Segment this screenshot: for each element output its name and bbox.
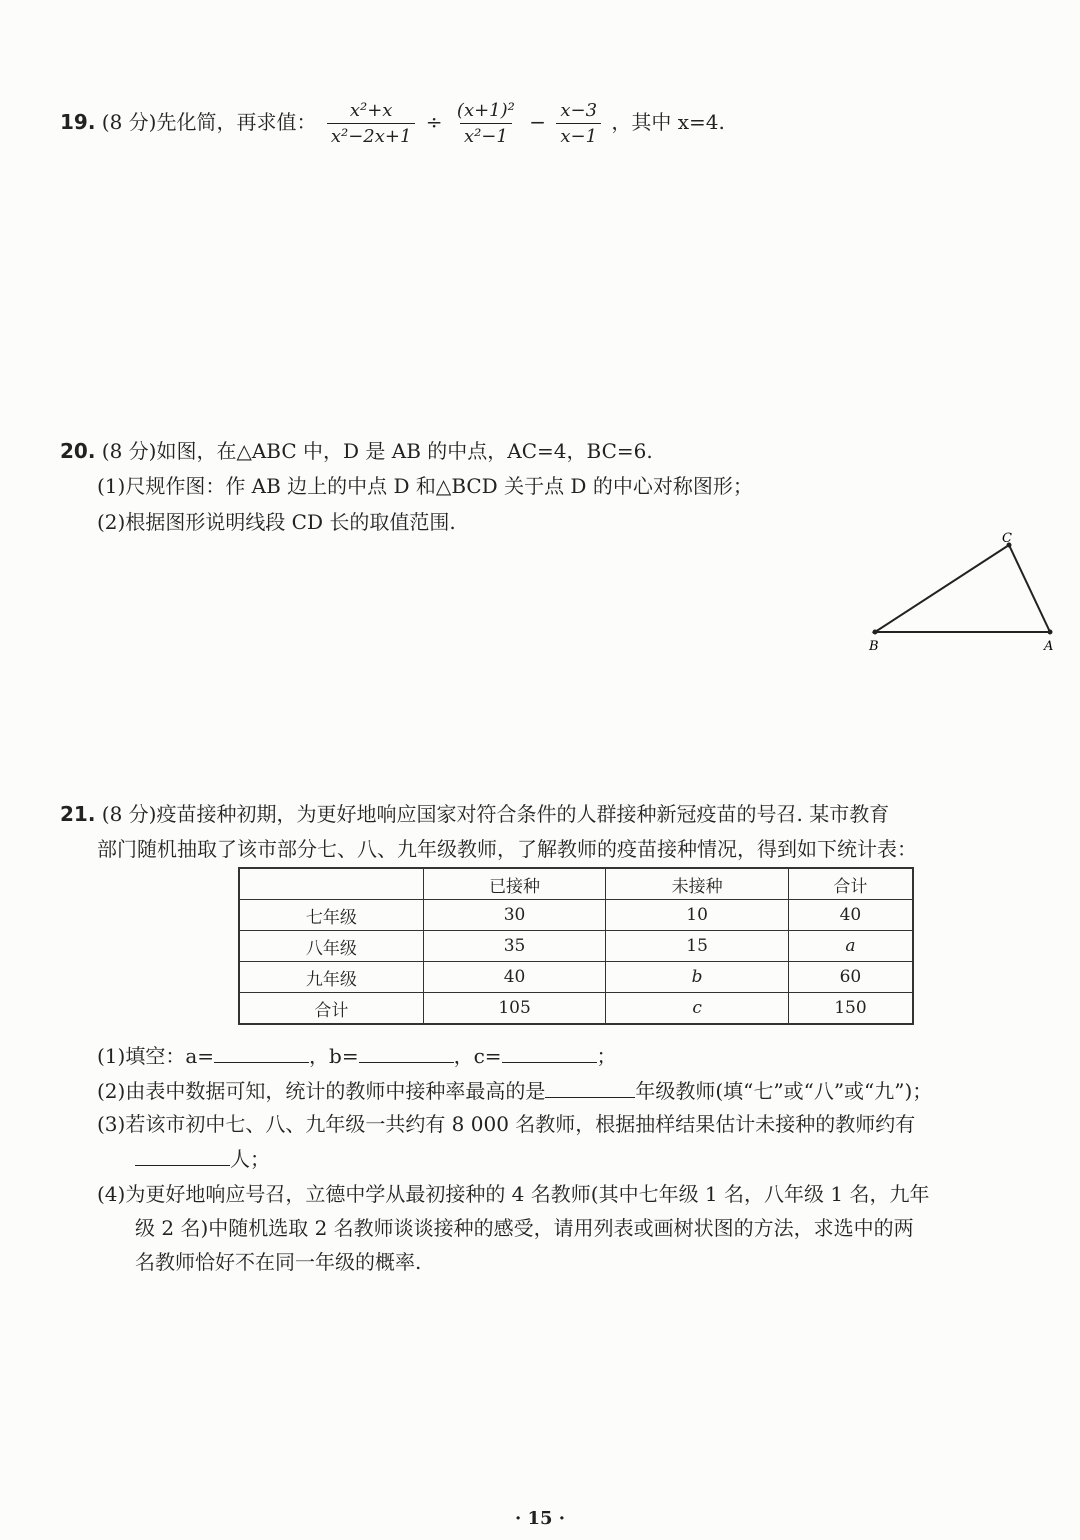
- table-row: [239, 931, 913, 962]
- answer-blank-c[interactable]: [502, 1042, 597, 1063]
- fraction-numerator: x−3: [560, 100, 598, 121]
- table-row: [239, 962, 913, 993]
- page-number: · 15 ·: [514, 1508, 566, 1529]
- answer-blank-a[interactable]: [214, 1042, 309, 1063]
- question-suffix: ，其中 x=4.: [611, 110, 725, 134]
- part-1-start: (1)填空：a=: [97, 1044, 215, 1068]
- question-21-part-3: (3)若该市初中七、八、九年级一共约有 8 000 名教师，根据抽样结果估计未接种的教师约有: [97, 1112, 916, 1136]
- vaccination-table: [238, 867, 914, 1025]
- question-21-part-4-line-2: 级 2 名)中随机选取 2 名教师谈谈接种的感受，请用列表或画树状图的方法，求选中的两: [135, 1216, 914, 1240]
- part-3-end: 人；: [230, 1147, 270, 1171]
- answer-blank-grade[interactable]: [545, 1077, 635, 1098]
- question-prefix: (8 分)先化简，再求值：: [101, 110, 317, 134]
- table-header-cell: 合计: [788, 868, 913, 900]
- label-b: B: [869, 639, 879, 654]
- question-20-part-1: (1)尺规作图：作 AB 边上的中点 D 和△BCD 关于点 D 的中心对称图形；: [97, 474, 753, 498]
- fraction-numerator: (x+1)²: [456, 100, 515, 121]
- point-a: [1048, 630, 1053, 635]
- triangle-figure: [860, 530, 1060, 655]
- part-2-end: 年级教师(填“七”或“八”或“九”)；: [635, 1079, 933, 1103]
- question-21-part-4: (4)为更好地响应号召，立德中学从最初接种的 4 名教师(其中七年级 1 名，八年级 1 名，九年: [97, 1182, 930, 1206]
- answer-blank-count[interactable]: [135, 1145, 230, 1166]
- label-a: A: [1044, 639, 1054, 654]
- fraction-2: [453, 100, 519, 147]
- table-cell: 40: [788, 900, 913, 931]
- question-20-part-2: (2)根据图形说明线段 CD 长的取值范围.: [97, 510, 456, 534]
- table-cell: b: [606, 962, 789, 993]
- question-21-part-3-line-2: [135, 1143, 270, 1172]
- table-row: [239, 993, 913, 1025]
- table-cell: 60: [788, 962, 913, 993]
- fraction-denominator: x²−1: [460, 123, 512, 147]
- table-cell: 九年级: [239, 962, 423, 993]
- table-cell: 35: [423, 931, 606, 962]
- table-header-row: [239, 868, 913, 900]
- table-row: [239, 900, 913, 931]
- part-2-start: (2)由表中数据可知，统计的教师中接种率最高的是: [97, 1079, 546, 1103]
- table-header-cell: 未接种: [606, 868, 789, 900]
- table-cell: c: [606, 993, 789, 1025]
- question-21-part-2: [97, 1075, 932, 1104]
- table-cell: 40: [423, 962, 606, 993]
- part-1-end: ；: [596, 1044, 617, 1068]
- question-21-stem: [60, 798, 889, 827]
- label-c: C: [1002, 531, 1012, 546]
- table-cell: 15: [606, 931, 789, 962]
- question-number: 21.: [60, 802, 96, 826]
- fraction-3: [556, 100, 601, 147]
- part-1-b-label: ，b=: [309, 1044, 359, 1068]
- question-stem: (8 分)如图，在△ABC 中，D 是 AB 的中点，AC=4，BC=6.: [101, 439, 653, 463]
- fraction-numerator: x²+x: [349, 100, 393, 121]
- table-cell: 150: [788, 993, 913, 1025]
- fraction-denominator: x−1: [556, 123, 601, 147]
- question-number: 20.: [60, 439, 96, 463]
- fraction-denominator: x²−2x+1: [327, 123, 416, 147]
- table-cell: 10: [606, 900, 789, 931]
- divide-operator: ÷: [425, 110, 443, 134]
- table-cell: 合计: [239, 993, 423, 1025]
- table-header-cell: 已接种: [423, 868, 606, 900]
- question-21-part-1: [97, 1040, 617, 1069]
- point-b: [873, 630, 878, 635]
- answer-blank-b[interactable]: [359, 1042, 454, 1063]
- table-cell: 七年级: [239, 900, 423, 931]
- question-number: 19.: [60, 110, 96, 134]
- minus-operator: −: [529, 110, 546, 134]
- table-cell: 八年级: [239, 931, 423, 962]
- table-cell: 30: [423, 900, 606, 931]
- table-cell: 105: [423, 993, 606, 1025]
- part-1-c-label: ，c=: [453, 1044, 502, 1068]
- question-21-part-4-line-3: 名教师恰好不在同一年级的概率.: [135, 1250, 422, 1274]
- table-cell: a: [788, 931, 913, 962]
- question-stem-line-1: (8 分)疫苗接种初期，为更好地响应国家对符合条件的人群接种新冠疫苗的号召. 某市教育: [101, 802, 890, 826]
- triangle-abc: [875, 545, 1050, 632]
- fraction-1: [327, 100, 416, 147]
- table-header-cell: [239, 868, 423, 900]
- question-19: [60, 100, 725, 147]
- question-21-stem-line-2: 部门随机抽取了该市部分七、八、九年级教师，了解教师的疫苗接种情况，得到如下统计表：: [97, 837, 917, 861]
- question-20-stem: [60, 435, 653, 464]
